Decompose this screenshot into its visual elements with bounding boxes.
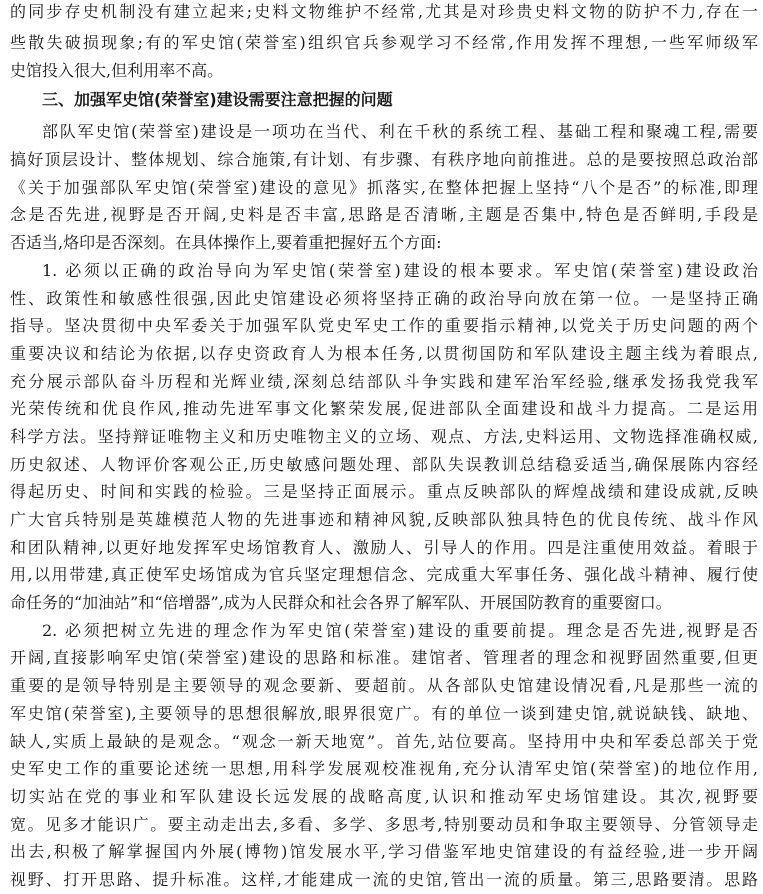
text-line: 史军史工作的重要论述统一思想,用科学发展观校准视角,充分认清军史馆(荣誉室)的地位作用, (10, 759, 758, 779)
text-line: 2. 必须把树立先进的理念作为军史馆(荣誉室)建设的重要前提。理念是否先进,视野是否 (42, 620, 758, 640)
text-line: 性、政策性和敏感性很强,因此史馆建设必须将坚持正确的政治导向放在第一位。一是坚持正确 (10, 288, 758, 308)
text-line: 历史叙述、人物评价客观公正,历史敏感问题处理、部队失误教训总结稳妥适当,确保展陈内容经 (10, 454, 758, 474)
text-line: 充分展示部队奋斗历程和光辉业绩,深刻总结部队斗争实践和建军治军经验,继承发扬我党我军 (10, 371, 758, 391)
text-line: 开阔,直接影响军史馆(荣誉室)建设的思路和标准。建馆者、管理者的理念和视野固然重要,但更 (10, 648, 758, 668)
text-line: 《关于加强部队军史馆(荣誉室)建设的意见》抓落实,在整体把握上坚持“八个是否”的标准,即理 (10, 177, 758, 197)
text-line: 视野、打开思路、提升标准。这样,才能建成一流的史馆,管出一流的质量。第三,思路要清。思路 (10, 869, 758, 889)
text-line: 念是否先进,视野是否开阔,史料是否丰富,思路是否清晰,主题是否集中,特色是否鲜明,手段是 (10, 205, 758, 225)
text-line: 科学方法。坚持辩证唯物主义和历史唯物主义的立场、观点、方法,史料运用、文物选择准确权威, (10, 426, 758, 446)
text-line: 部队军史馆(荣誉室)建设是一项功在当代、利在千秋的系统工程、基础工程和聚魂工程,需要 (42, 122, 758, 142)
text-line: 用,以用带建,真正使军史场馆成为官兵坚定理想信念、完成重大军事任务、强化战斗精神、履行使 (10, 565, 758, 585)
text-line: 的同步存史机制没有建立起来;史料文物维护不经常,尤其是对珍贵史料文物的防护不力,存在一 (10, 2, 758, 21)
text-line: 否适当,烙印是否深刻。在具体操作上,要着重把握好五个方面: (10, 233, 442, 253)
text-line: 出去,积极了解掌握国内外展(博物)馆发展水平,学习借鉴军地史馆建设的有益经验,进一步开阔 (10, 842, 758, 862)
text-line: 得起历史、时间和实践的检验。三是坚持正面展示。重点反映部队的辉煌战绩和建设成就,反映 (10, 482, 758, 502)
text-line: 重要的是领导特别是主要领导的观念要新、要超前。从各部队史馆建设情况看,凡是那些一流的 (10, 676, 758, 696)
text-line: 光荣传统和优良作风,推动先进军事文化繁荣发展,促进部队全面建设和战斗力提高。二是运用 (10, 399, 758, 419)
text-line: 和团队精神,以更好地发挥军史场馆教育人、激励人、引导人的作用。四是注重使用效益。着眼于 (10, 537, 758, 557)
text-line: 军史馆(荣誉室),主要领导的思想很解放,眼界很宽广。有的单位一谈到建史馆,就说缺钱、缺地、 (10, 703, 758, 723)
text-line: 1. 必须以正确的政治导向为军史馆(荣誉室)建设的根本要求。军史馆(荣誉室)建设政治 (42, 260, 758, 280)
text-line: 命任务的“加油站”和“倍增器”,成为人民群众和社会各界了解军队、开展国防教育的重要窗口。 (10, 593, 672, 613)
document-page (10, 0, 758, 894)
text-line: 广大官兵特别是英雄模范人物的先进事迹和精神风貌,反映部队独具特色的优良传统、战斗作风 (10, 510, 758, 529)
text-line: 切实站在党的事业和军队建设长远发展的战略高度,认识和推动军史场馆建设。其次,视野要 (10, 786, 758, 806)
text-line: 指导。坚决贯彻中央军委关于加强军队党史军史工作的重要指示精神,以党关于历史问题的两个 (10, 316, 758, 336)
section-heading: 三、加强军史馆(荣誉室)建设需要注意把握的问题 (42, 90, 393, 110)
text-line: 缺人,实质上最缺的是观念。“观念一新天地宽”。首先,站位要高。坚持用中央和军委总部关于党 (10, 731, 758, 751)
text-line: 搞好顶层设计、整体规划、综合施策,有计划、有步骤、有秩序地向前推进。总的是要按照总政治部 (10, 150, 758, 170)
text-line: 些散失破损现象;有的军史馆(荣誉室)组织官兵参观学习不经常,作用发挥不理想,一些军师级军 (10, 33, 758, 52)
text-line: 重要决议和结论为依据,以存史资政育人为根本任务,以贯彻国防和军队建设主题主线为着眼点, (10, 343, 758, 363)
text-line: 宽。见多才能识广。要主动走出去,多看、多学、多思考,特别要动员和争取主要领导、分管领导走 (10, 814, 758, 834)
text-line: 史馆投入很大,但利用率不高。 (10, 60, 224, 80)
